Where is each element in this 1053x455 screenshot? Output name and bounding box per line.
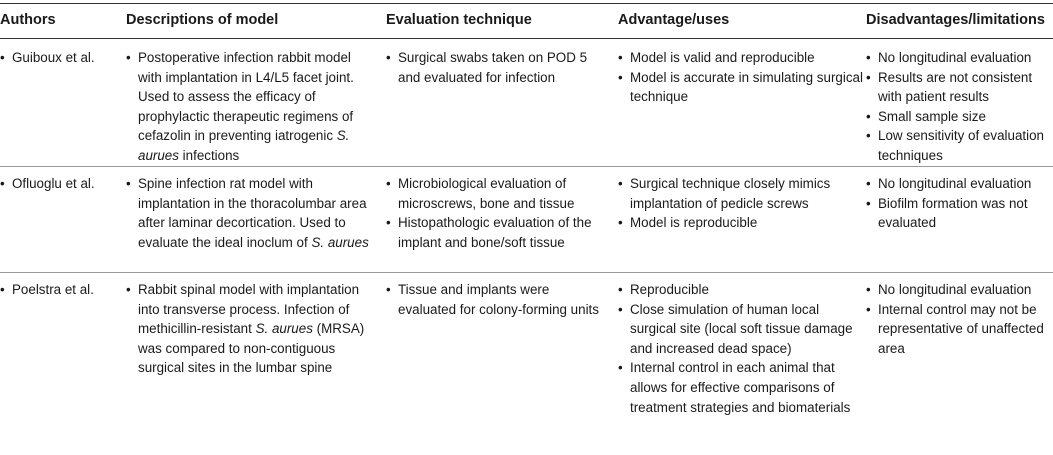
row-divider — [0, 166, 1053, 167]
evaluation-cell — [386, 280, 611, 319]
advantage-item: • Surgical technique closely mimics implantation of pedicle screws — [618, 174, 863, 213]
description-text: • Spine infection rat model with implantation in the thoracolumbar area after laminar decortication. Used to evaluate the ideal inoclum of S. aurues — [126, 174, 371, 252]
evaluation-item: • Microbiological evaluation of microscrews, bone and tissue — [386, 174, 611, 213]
author-name: • Poelstra et al. — [0, 280, 115, 300]
description-cell — [126, 48, 371, 166]
disadvantage-item: • No longitudinal evaluation — [866, 174, 1051, 194]
author-cell — [0, 174, 115, 194]
advantages-cell — [618, 174, 863, 233]
description-cell — [126, 280, 371, 378]
advantage-item: • Model is accurate in simulating surgical technique — [618, 68, 863, 107]
description-text: • Rabbit spinal model with implantation into transverse process. Infection of methicillin-resistant S. aurues (MRSA) was compared to non-contiguous surgical sites in the lumbar spine — [126, 280, 371, 378]
disadvantages-cell — [866, 280, 1051, 358]
advantage-item: • Reproducible — [618, 280, 863, 300]
evaluation-item: • Tissue and implants were evaluated for colony-forming units — [386, 280, 611, 319]
table-top-rule — [0, 3, 1053, 4]
header-authors: Authors — [0, 12, 56, 28]
author-cell — [0, 48, 115, 68]
disadvantages-cell — [866, 48, 1051, 166]
advantages-cell — [618, 280, 863, 417]
disadvantage-item: • Internal control may not be representative of unaffected area — [866, 300, 1051, 359]
header-bottom-rule — [0, 38, 1053, 39]
disadvantages-cell — [866, 174, 1051, 233]
disadvantage-item: • Biofilm formation was not evaluated — [866, 194, 1051, 233]
header-disadvantages: Disadvantages/limitations — [866, 12, 1045, 28]
evaluation-item: • Surgical swabs taken on POD 5 and evaluated for infection — [386, 48, 611, 87]
advantage-item: • Model is reproducible — [618, 213, 863, 233]
description-text: • Postoperative infection rabbit model with implantation in L4/L5 facet joint. Used to assess the efficacy of prophylactic therapeutic regimens of cefazolin in preventing iatrogenic S. aurues infections — [126, 48, 371, 166]
evaluation-item: • Histopathologic evaluation of the implant and bone/soft tissue — [386, 213, 611, 252]
disadvantage-item: • No longitudinal evaluation — [866, 280, 1051, 300]
advantage-item: • Internal control in each animal that allows for effective comparisons of treatment strategies and biomaterials — [618, 358, 863, 417]
description-cell — [126, 174, 371, 252]
header-advantages: Advantage/uses — [618, 12, 730, 28]
header-evaluation: Evaluation technique — [386, 12, 532, 28]
author-cell — [0, 280, 115, 300]
disadvantage-item: • Small sample size — [866, 107, 1051, 127]
advantage-item: • Model is valid and reproducible — [618, 48, 863, 68]
author-name: • Guiboux et al. — [0, 48, 115, 68]
evaluation-cell — [386, 174, 611, 252]
advantages-cell — [618, 48, 863, 107]
evaluation-cell — [386, 48, 611, 87]
disadvantage-item: • Results are not consistent with patient results — [866, 68, 1051, 107]
author-name: • Ofluoglu et al. — [0, 174, 115, 194]
disadvantage-item: • Low sensitivity of evaluation techniques — [866, 126, 1051, 165]
advantage-item: • Close simulation of human local surgical site (local soft tissue damage and increased dead space) — [618, 300, 863, 359]
disadvantage-item: • No longitudinal evaluation — [866, 48, 1051, 68]
header-descriptions: Descriptions of model — [126, 12, 279, 28]
row-divider — [0, 272, 1053, 273]
